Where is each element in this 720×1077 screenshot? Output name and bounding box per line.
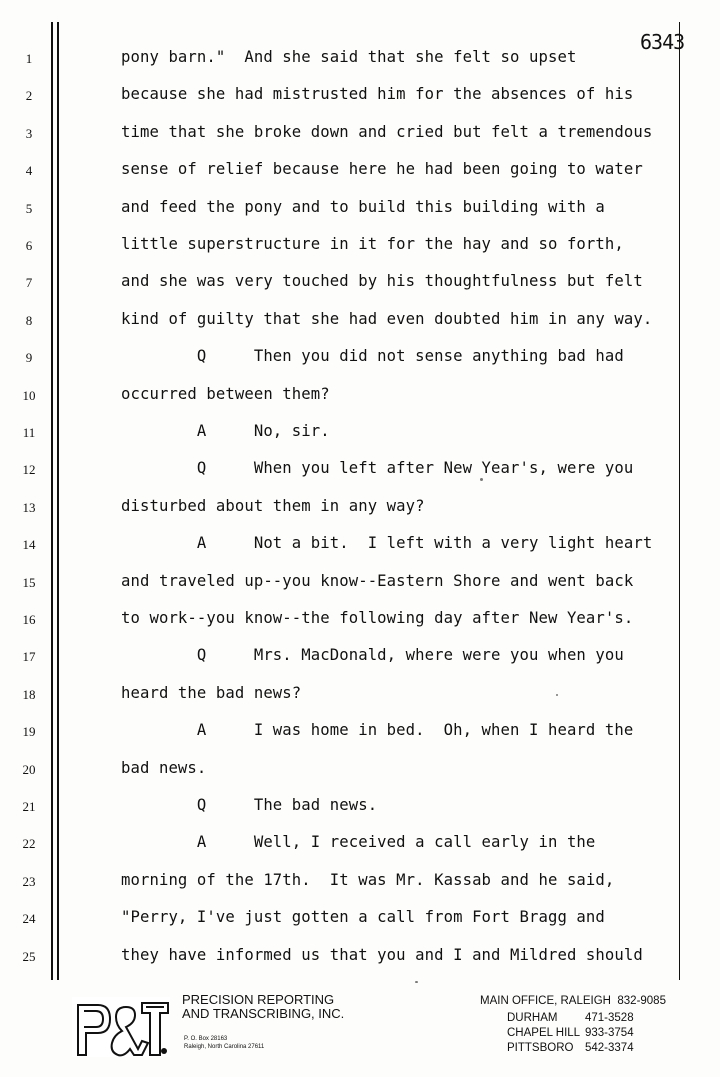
scan-speck [480,478,483,481]
line-number: 9 [25,350,33,366]
line-number: 15 [22,574,36,590]
line-number: 11 [22,425,36,440]
line-number: 12 [22,462,36,478]
line-number: 14 [22,537,36,553]
line-number: 18 [22,686,36,702]
transcript-line: to work--you know--the following day after New Year's. [121,609,634,627]
main-office: MAIN OFFICE, RALEIGH 832-9085 [480,995,666,1007]
po-city-line: Raleigh, North Carolina 27611 [184,1044,265,1050]
company-name [182,993,344,1021]
line-number: 5 [25,200,33,216]
line-number: 1 [25,51,33,66]
line-number: 22 [22,836,36,852]
office-phone: 933-3754 [585,1027,634,1039]
office-phone: 471-3528 [585,1012,634,1024]
page-number: 6343 [640,30,685,54]
transcript-line: morning of the 17th. It was Mr. Kassab and he said, [121,870,615,889]
transcript-line: bad news. [121,758,207,777]
transcript-line: disturbed about them in any way? [121,496,425,515]
left-margin-rule [51,22,53,980]
transcript-line: sense of relief because here he had been going to water [121,160,643,179]
transcript-line: because she had mistrusted him for the absences of his [121,85,634,104]
transcript-line: little superstructure in it for the hay and so forth, [121,235,624,253]
scan-speck [556,694,558,696]
line-number: 13 [22,499,36,515]
transcript-line: heard the bad news? [121,683,302,702]
line-number: 2 [25,88,33,104]
footer [0,985,720,1077]
company-line-1: PRECISION REPORTING [182,992,335,1007]
line-number: 19 [22,724,36,740]
office-phone: 542-3374 [585,1042,634,1054]
line-number: 10 [22,387,36,403]
line-number: 17 [22,649,36,665]
line-number: 24 [22,911,36,927]
line-number: 6 [25,238,33,253]
office-city: CHAPEL HILL [507,1027,581,1039]
company-line-2: AND TRANSCRIBING, INC. [182,1006,345,1021]
office-row [507,1042,634,1054]
po-box [184,1035,264,1051]
left-margin-rule-inner [57,22,59,980]
transcript-line: time that she broke down and cried but felt a tremendous [121,122,653,141]
transcript-line: and she was very touched by his thoughtfulness but felt [121,272,643,291]
office-row [507,1027,634,1039]
po-box-line: P. O. Box 28163 [184,1036,228,1042]
transcript-line: Q The bad news. [121,796,378,814]
pt-logo [72,997,170,1057]
line-number: 4 [25,163,33,179]
transcript-line: "Perry, I've just gotten a call from Fort Bragg and [121,908,605,927]
line-number: 8 [25,312,33,328]
office-row [507,1012,634,1024]
line-number: 25 [22,948,36,964]
office-city: DURHAM [507,1012,558,1024]
transcript-line: kind of guilty that she had even doubted him in any way. [121,309,653,328]
transcript-line: A Not a bit. I left with a very light heart [121,534,653,553]
transcript-line: they have informed us that you and I and Mildred should [121,945,643,964]
line-number: 7 [25,275,33,291]
office-city: PITTSBORO [507,1042,574,1054]
transcript-line: Q When you left after New Year's, were you [121,459,634,478]
transcript-line: A No, sir. [121,422,330,440]
line-number: 21 [22,799,36,814]
line-number: 23 [22,873,36,889]
transcript-line: A I was home in bed. Oh, when I heard the [121,721,634,740]
transcript-line: and traveled up--you know--Eastern Shore and went back [121,571,634,590]
transcript-line: occurred between them? [121,384,330,403]
line-number: 16 [22,612,36,627]
transcript-line: and feed the pony and to build this building with a [121,197,605,216]
transcript-line: pony barn." And she said that she felt so upset [121,48,577,66]
transcript-line: Q Then you did not sense anything bad had [121,347,624,366]
line-number: 3 [25,125,33,141]
scan-speck [415,981,418,983]
right-margin-rule [679,22,680,980]
transcript-line: Q Mrs. MacDonald, where were you when you [121,646,624,665]
transcript-line: A Well, I received a call early in the [121,833,596,852]
line-number: 20 [22,761,36,777]
